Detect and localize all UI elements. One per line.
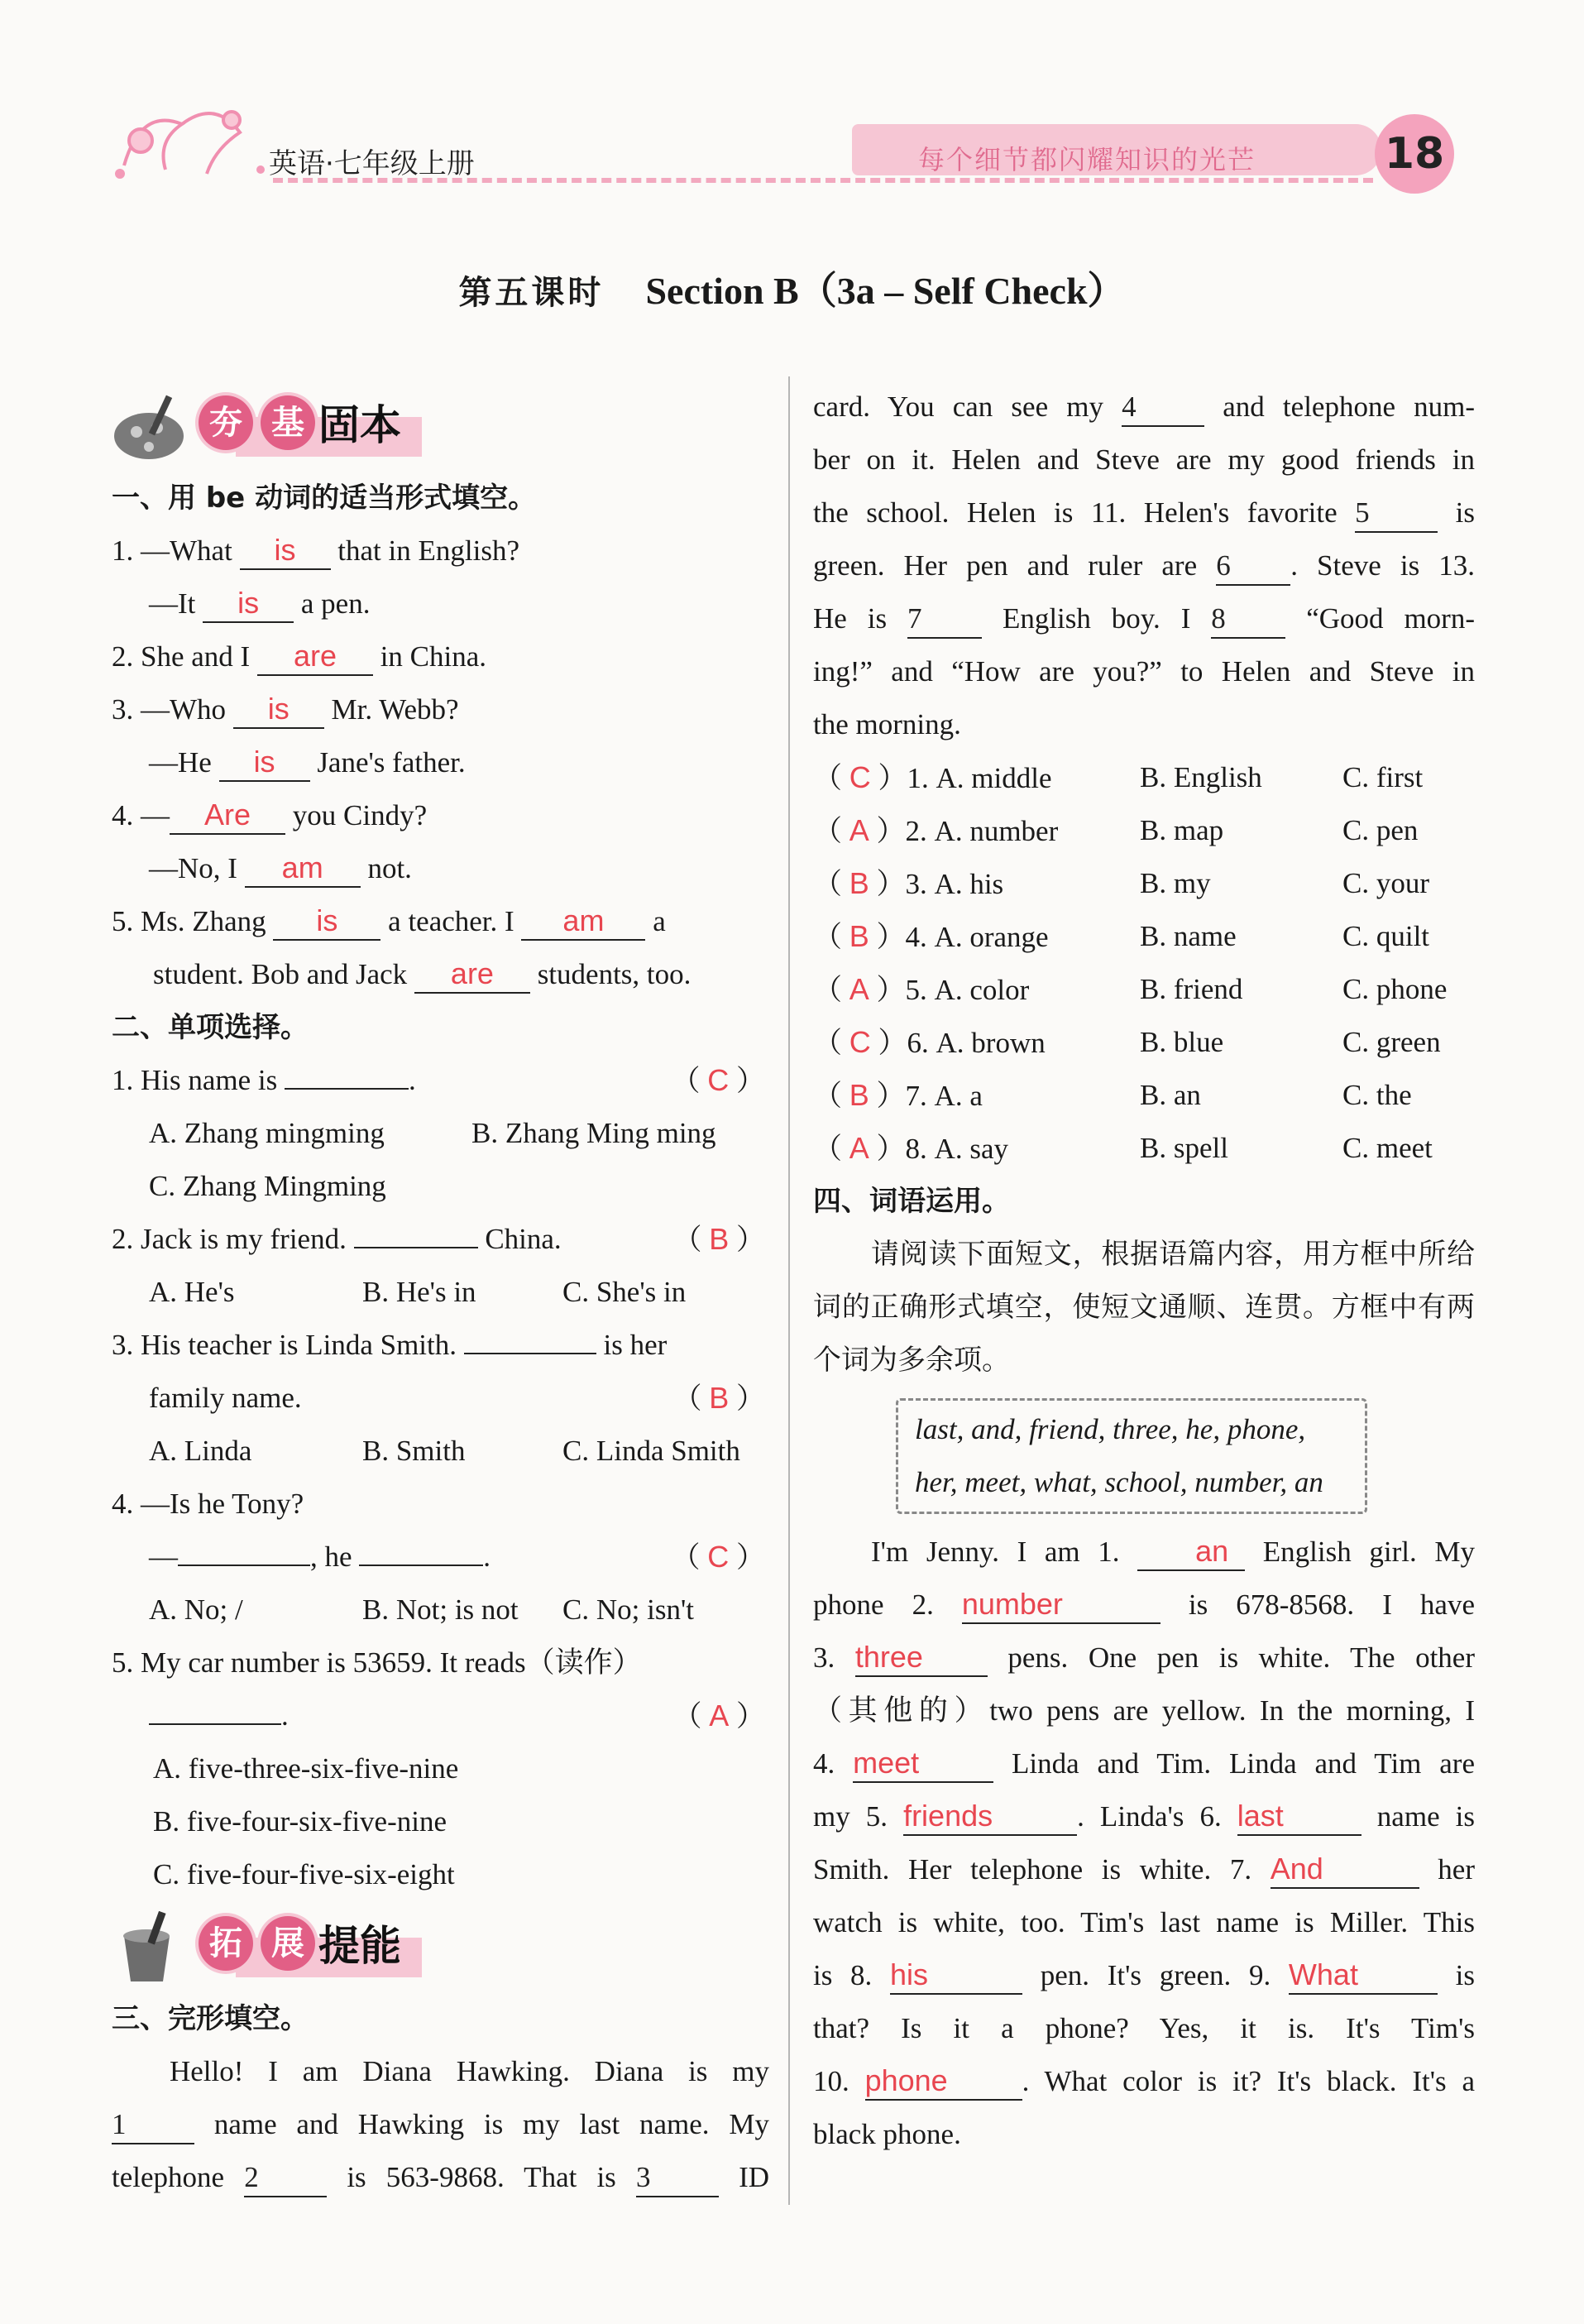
option-a: A. five-three-six-five-nine: [153, 1752, 459, 1785]
p2-q1: 1. His name is . （ C ）: [112, 1054, 769, 1107]
p2-q4b: — , he . （ C ）: [112, 1531, 769, 1584]
passage-line: is 8. his pen. It's green. 9. What is: [813, 1949, 1475, 2002]
choice-number: 8: [905, 1133, 921, 1165]
cloze-blank-1: 1: [112, 2106, 194, 2144]
option-b: B. blue: [1140, 1026, 1224, 1058]
option-c: C. your: [1342, 867, 1429, 899]
option-b: B. my: [1140, 867, 1211, 899]
answer: B: [709, 1381, 730, 1415]
option-b: B. Not; is not: [362, 1593, 519, 1626]
p2-q2: [112, 1213, 769, 1266]
p2-q5-opt-b: [112, 1795, 769, 1848]
choice-row: （ B ）7. A. a B. an C. the: [813, 1069, 1475, 1122]
passage-line: black phone.: [813, 2118, 961, 2150]
answer: A: [849, 813, 869, 847]
page-number: 18: [1375, 114, 1454, 194]
option-c: C. phone: [1342, 973, 1448, 1005]
p1-q1b: —It is a pen.: [112, 577, 769, 630]
answer: C: [707, 1063, 730, 1097]
p2-q4-opts: [112, 1584, 769, 1636]
p2-q5b: . （ A ）: [112, 1689, 769, 1742]
answer-blank: an: [1137, 1533, 1245, 1571]
option-c: C. the: [1342, 1079, 1412, 1111]
choice-row: （ B ）3. A. his B. my C. your: [813, 857, 1475, 910]
question-stem: 5. My car number is 53659. It reads（读作）: [112, 1646, 642, 1679]
banner-char-1: 夯: [199, 395, 253, 450]
cloze-line: the school. Helen is 11. Helen's favorite 5 is: [813, 486, 1475, 539]
lesson-label: 第五课时: [458, 274, 605, 312]
p2-q5: [112, 1636, 769, 1689]
choice-number: 4: [905, 921, 921, 953]
p2-q5-opt-a: [112, 1742, 769, 1795]
answer-blank: is: [233, 691, 324, 729]
answer-blank: is: [203, 585, 294, 623]
option-b: B. He's in: [362, 1276, 476, 1308]
cloze-blank-5: 5: [1355, 495, 1438, 533]
option-a: A. number: [934, 815, 1059, 847]
cloze-passage-left: [112, 2045, 769, 2204]
p2-q4: [112, 1478, 769, 1531]
p1-q2: 2. She and I are in China.: [112, 630, 769, 683]
blank-line: [359, 1565, 483, 1566]
answer: A: [849, 1131, 869, 1165]
answer: B: [849, 919, 869, 953]
choice-row: （ C ）1. A. middle B. English C. first: [813, 751, 1475, 804]
answer-blank: number: [962, 1586, 1160, 1624]
answer-paren: （ B ）: [672, 1222, 765, 1256]
right-column: [813, 381, 1475, 2161]
blank-line: [285, 1088, 409, 1090]
blank-line: [464, 1353, 596, 1354]
cloze-blank-6: 6: [1216, 548, 1290, 586]
cloze-blank-8: 8: [1211, 601, 1285, 639]
banner-char-2: 展: [261, 1916, 315, 1971]
cloze-line: the morning.: [813, 708, 961, 740]
answer-blank: three: [855, 1639, 988, 1677]
question-stem: 1. His name is: [112, 1064, 278, 1096]
choice-row: （ A ）2. A. number B. map C. pen: [813, 804, 1475, 857]
choice-number: 6: [907, 1027, 922, 1059]
option-a: A. orange: [934, 921, 1049, 953]
cloze-line: He is 7 English boy. I 8 “Good morn-: [813, 592, 1475, 645]
cloze-line: ber on it. Helen and Steve are my good friends in: [813, 443, 1475, 476]
left-column: [112, 381, 769, 2204]
option-b: B. English: [1140, 761, 1262, 793]
choice-number: 7: [905, 1080, 921, 1112]
lesson-title: [0, 261, 1584, 315]
answer: B: [849, 866, 869, 900]
banner-char-2: 基: [261, 395, 315, 450]
option-c: C. first: [1342, 761, 1424, 793]
answer-paren: （ C ）: [671, 1063, 765, 1097]
passage-line: 3. three pens. One pen is white. The other: [813, 1632, 1475, 1684]
option-a: A. a: [934, 1080, 983, 1112]
column-divider: [788, 376, 790, 2205]
banner-char-1: 拓: [199, 1916, 253, 1971]
answer-blank: is: [273, 903, 380, 941]
part4-instructions: 请阅读下面短文，根据语篇内容，用方框中所给词的正确形式填空，使短文通顺、连贯。方框中有两个词为多余项。: [813, 1238, 1475, 1377]
answer-blank: meet: [853, 1745, 993, 1783]
option-b: B. spell: [1140, 1132, 1228, 1164]
answer-blank: is: [219, 744, 310, 782]
option-b: B. five-four-six-five-nine: [153, 1805, 447, 1838]
lesson-section: Section B（3a – Self Check）: [645, 270, 1126, 312]
p1-q3b: —He is Jane's father.: [112, 736, 769, 789]
answer-blank: his: [890, 1957, 1022, 1995]
answer-blank: am: [521, 903, 645, 941]
passage-line: I'm Jenny. I am 1. an English girl. My: [813, 1526, 1475, 1579]
answer-paren: （ C ）: [671, 1540, 765, 1574]
paint-palette-icon: [112, 391, 186, 465]
option-b: B. friend: [1140, 973, 1243, 1005]
paint-bucket-icon: [112, 1911, 186, 1986]
answer-blank: Are: [170, 797, 285, 835]
option-c: C. Zhang Mingming: [149, 1170, 386, 1202]
choice-number: 1: [907, 762, 922, 794]
answer-paren: （ A ）: [672, 1699, 765, 1732]
blank-line: [354, 1247, 478, 1248]
p2-q3: [112, 1319, 769, 1372]
question-mid: , he: [310, 1541, 352, 1573]
p2-q3-opts: [112, 1425, 769, 1478]
option-a: A. his: [934, 868, 1004, 900]
answer: C: [707, 1540, 730, 1574]
choice-number: 5: [905, 974, 921, 1006]
word-bank-line: last, and, friend, three, he, phone,: [915, 1413, 1306, 1445]
cloze-blank-4: 4: [1122, 389, 1204, 427]
choice-row: （ C ）6. A. brown B. blue C. green: [813, 1016, 1475, 1069]
word-bank-line: her, meet, what, school, number, an: [915, 1466, 1323, 1498]
flower-decoration-icon: [108, 91, 273, 190]
option-a: A. brown: [936, 1027, 1046, 1059]
option-a: A. Zhang mingming: [149, 1117, 385, 1149]
option-a: A. say: [934, 1133, 1008, 1165]
cloze-blank-7: 7: [907, 601, 982, 639]
option-c: C. meet: [1342, 1132, 1433, 1164]
banner-word: 提能: [318, 1922, 401, 1970]
answer-blank: last: [1237, 1798, 1361, 1836]
p2-q1-opts-ab: [112, 1107, 769, 1160]
option-a: A. color: [934, 974, 1030, 1006]
answer: B: [849, 1078, 869, 1112]
option-c: C. green: [1342, 1026, 1441, 1058]
p1-q4b: —No, I am not.: [112, 842, 769, 895]
answer-blank: am: [245, 850, 361, 888]
answer-blank: And: [1271, 1851, 1419, 1889]
blank-line: [178, 1565, 310, 1566]
banner-foundation: [112, 381, 769, 472]
answer-blank: friends: [903, 1798, 1077, 1836]
choice-row: （ B ）4. A. orange B. name C. quilt: [813, 910, 1475, 963]
answer-blank: phone: [865, 2063, 1022, 2101]
passage-line: 10. phone . What color is it? It's black. It's a: [813, 2055, 1475, 2108]
p1-q5: 5. Ms. Zhang is a teacher. I am a: [112, 895, 769, 948]
option-a: A. He's: [149, 1276, 235, 1308]
p1-q3: 3. —Who is Mr. Webb?: [112, 683, 769, 736]
cloze-line: card. You can see my 4 and telephone num-: [813, 381, 1475, 434]
book-title: 英语·七年级上册: [269, 147, 475, 180]
cloze-line: 1 name and Hawking is my last name. My: [112, 2098, 769, 2151]
p1-q4: 4. — Are you Cindy?: [112, 789, 769, 842]
p2-q1-opt-c: [112, 1160, 769, 1213]
option-b: B. map: [1140, 814, 1224, 846]
blank-line: [149, 1723, 281, 1725]
passage-line: watch is white, too. Tim's last name is Miller. This: [813, 1906, 1475, 1938]
answer: B: [709, 1222, 730, 1256]
word-bank-box: [896, 1398, 1367, 1514]
part1-heading: 一、用 be 动词的适当形式填空。: [112, 482, 537, 515]
option-b: B. Zhang Ming ming: [471, 1117, 716, 1149]
question-stem: 4. —Is he Tony?: [112, 1488, 304, 1520]
p2-q2-opts: [112, 1266, 769, 1319]
option-a: A. middle: [936, 762, 1052, 794]
option-c: C. five-four-five-six-eight: [153, 1858, 455, 1890]
cloze-choices: [813, 751, 1475, 1175]
option-c: C. She's in: [562, 1276, 687, 1308]
passage-line: 4. meet Linda and Tim. Linda and Tim are: [813, 1737, 1475, 1790]
question-stem: 3. His teacher is Linda Smith.: [112, 1329, 457, 1361]
answer: C: [849, 1025, 871, 1059]
option-b: B. Smith: [362, 1435, 466, 1467]
question-tail: China.: [485, 1223, 562, 1255]
option-a: A. No; /: [149, 1593, 243, 1626]
cloze-line: green. Her pen and ruler are 6 . Steve is 13.: [813, 539, 1475, 592]
p2-q5-opt-c: [112, 1848, 769, 1901]
question-stem: 2. Jack is my friend.: [112, 1223, 347, 1255]
choice-number: 2: [905, 815, 921, 847]
header-slogan: 每个细节都闪耀知识的光芒: [918, 144, 1256, 175]
answer-blank: What: [1289, 1957, 1438, 1995]
answer-paren: （ B ）: [672, 1381, 765, 1415]
banner-word: 固本: [318, 401, 401, 449]
choice-row: （ A ）5. A. color B. friend C. phone: [813, 963, 1475, 1016]
part4-heading: 四、词语运用。: [813, 1185, 1010, 1218]
passage-line: phone 2. number is 678-8568. I have: [813, 1579, 1475, 1632]
cloze-line: Hello! I am Diana Hawking. Diana is my: [170, 2055, 769, 2087]
passage-line: that? Is it a phone? Yes, it is. It's Tim's: [813, 2012, 1475, 2044]
cloze-blank-2: 2: [244, 2159, 327, 2197]
question-tail: is her: [603, 1329, 668, 1361]
part2-heading: 二、单项选择。: [112, 1011, 309, 1044]
answer: C: [849, 760, 871, 794]
option-b: B. an: [1140, 1079, 1201, 1111]
answer-blank: are: [257, 638, 373, 676]
banner-extension: [112, 1901, 769, 1992]
p1-q1: 1. —What is that in English?: [112, 525, 769, 577]
passage-line: Smith. Her telephone is white. 7. And her: [813, 1843, 1475, 1896]
option-b: B. name: [1140, 920, 1237, 952]
part4-passage: [813, 1526, 1475, 2161]
answer-blank: are: [414, 956, 530, 994]
option-a: A. Linda: [149, 1435, 252, 1467]
cloze-line: telephone 2 is 563-9868. That is 3 ID: [112, 2151, 769, 2204]
choice-number: 3: [905, 868, 921, 900]
option-c: C. quilt: [1342, 920, 1430, 952]
answer: A: [709, 1699, 730, 1732]
passage-line: my 5. friends . Linda's 6. last name is: [813, 1790, 1475, 1843]
choice-row: （ A ）8. A. say B. spell C. meet: [813, 1122, 1475, 1175]
p2-q3b: [112, 1372, 769, 1425]
question-line2: family name.: [149, 1382, 302, 1414]
option-c: C. pen: [1342, 814, 1419, 846]
option-c: C. No; isn't: [562, 1593, 694, 1626]
p1-q5b: student. Bob and Jack are students, too.: [112, 948, 769, 1001]
answer: A: [849, 972, 869, 1006]
passage-line: （其他的）two pens are yellow. In the morning, I: [813, 1694, 1475, 1727]
answer-blank: is: [240, 532, 331, 570]
part3-heading: 三、完形填空。: [112, 2002, 309, 2035]
cloze-line: ing!” and “How are you?” to Helen and Steve in: [813, 655, 1475, 688]
cloze-passage-right: [813, 381, 1475, 751]
option-c: C. Linda Smith: [562, 1435, 740, 1467]
cloze-blank-3: 3: [636, 2159, 719, 2197]
